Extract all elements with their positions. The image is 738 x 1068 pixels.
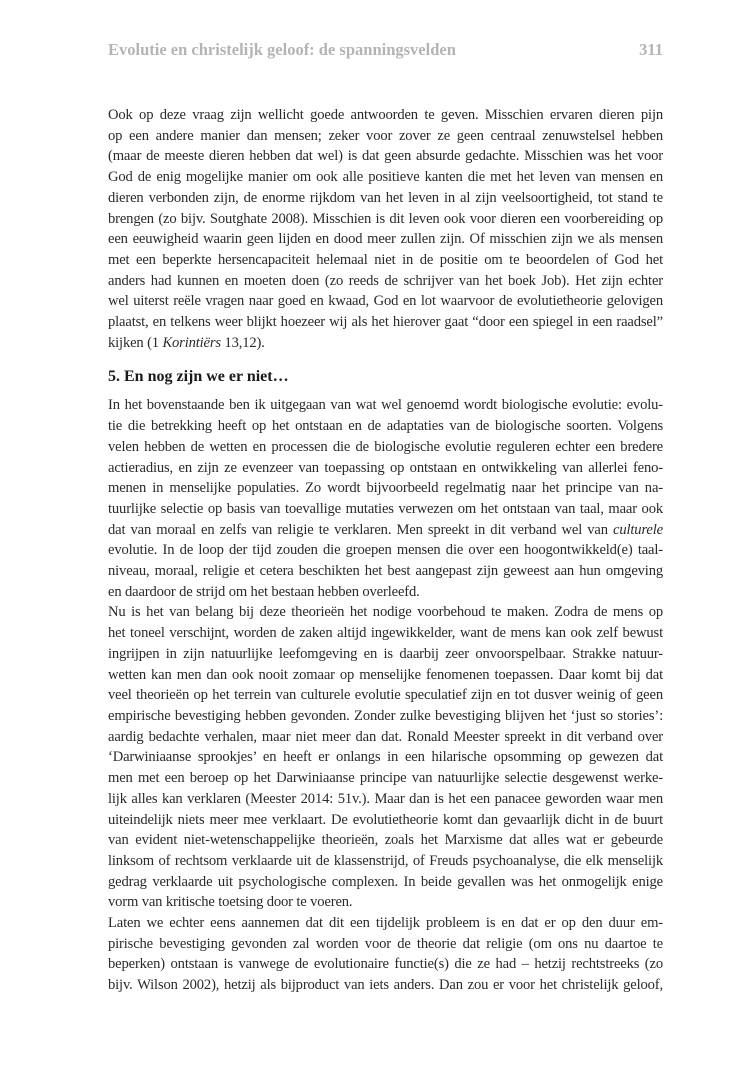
text-line: plaatst, en telkens weer blijkt hoezeer wij als het hierover gaat “door een spiegel in een raadsel” bbox=[108, 314, 663, 331]
text-line: met een beperkte hersencapaciteit helemaal niet in de positie om te beoordelen of God het bbox=[108, 251, 663, 268]
text-line: empirische bevestiging hebben gevonden. Zonder zulke bevestiging blijven het ‘just so stories’: bbox=[108, 707, 663, 724]
text-line: ‘Darwiniaanse sprookjes’ en heeft er onlangs in een hilarische opsomming op gewezen dat bbox=[108, 749, 663, 766]
text-line: God de enig mogelijke manier om ook alle positieve kanten die met het leven van mensen en bbox=[108, 169, 663, 186]
text-segment: dat van moraal en zelfs van religie te verklaren. Men spreekt in dit verband wel van bbox=[108, 521, 614, 538]
running-title: Evolutie en christelijk geloof: de spanningsvelden bbox=[108, 40, 456, 59]
text-line: ingrijpen in zijn natuurlijke leefomgeving en is daarbij zeer onvoorspelbaar. Strakke natuur- bbox=[108, 645, 663, 662]
text-line: anders had kunnen en moeten doen (zo reeds de schrijver van het boek Job). Het zijn echter bbox=[108, 272, 663, 289]
italic-text: Korintiërs bbox=[162, 334, 221, 351]
text-line: en daardoor de strijd om het bestaan hebben overleefd. bbox=[108, 583, 420, 600]
text-line: Ook op deze vraag zijn wellicht goede antwoorden te geven. Misschien ervaren dieren pijn bbox=[108, 107, 663, 123]
text-line bbox=[108, 520, 663, 541]
text-line: dieren verbonden zijn, de enorme rijkdom van het leven in al zijn veelsoortigheid, tot stand te bbox=[108, 189, 663, 206]
page-number: 311 bbox=[639, 40, 663, 59]
text-line: linksom of rechtsom verklaarde uit de klassenstrijd, of Freuds psychoanalyse, die elk menselijk bbox=[108, 852, 663, 869]
text-line: men met een beroep op het Darwiniaanse principe van natuurlijke selectie desgewenst werke- bbox=[108, 770, 663, 787]
text-line: evolutie. In de loop der tijd zouden die groepen mensen die over een hoogontwikkeld(e) taal- bbox=[108, 542, 663, 559]
text-line: (maar de meeste dieren hebben dat wel) is dat geen absurde gedachte. Misschien was het voor bbox=[108, 148, 663, 165]
section-heading: 5. En nog zijn we er niet… bbox=[108, 368, 289, 386]
text-line: pirische bevestiging gevonden zal worden voor de theorie dat religie (om ons nu daartoe te bbox=[108, 935, 663, 952]
text-line: lijk alles kan verklaren (Meester 2014: 51v.). Maar dan is het een panacee geworden waar men bbox=[108, 790, 663, 807]
text-line: vorm van kritische toetsing door te voeren. bbox=[108, 894, 353, 911]
text-line: In het bovenstaande ben ik uitgegaan van wat wel genoemd wordt biologische evolutie: evolu- bbox=[108, 397, 663, 414]
paragraph-4 bbox=[108, 913, 663, 996]
text-segment: 13,12). bbox=[220, 334, 265, 351]
text-line: tuurlijke selectie op basis van toevallige mutaties verwezen om het ontstaan van taal, maar ook bbox=[108, 500, 663, 517]
text-line: op een andere manier dan mensen; zeker voor zover ze geen centraal zenuwstelsel hebben bbox=[108, 127, 663, 144]
running-header bbox=[108, 40, 663, 60]
text-line: velen hebben de wetten en processen die de biologische evolutie reguleren echter een bredere bbox=[108, 438, 663, 455]
text-line bbox=[108, 333, 663, 354]
text-line: gedrag verklaarde uit psychologische complexen. In beide gevallen was het onmogelijk enige bbox=[108, 873, 663, 890]
text-line: van evident niet-wetenschappelijke theorieën, zoals het Marxisme dat alles wat er gebeurde bbox=[108, 832, 663, 849]
paragraph-2 bbox=[108, 395, 663, 602]
text-line: brengen (zo bijv. Soutghate 2008). Misschien is dit leven ook voor dieren een voorbereiding op bbox=[108, 210, 663, 227]
text-line: beperken) ontstaan is vanwege de evolutionaire functie(s) die ze had – hetzij rechtstreeks (zo bbox=[108, 956, 663, 973]
text-line: tie die betrekking heeft op het ontstaan en de adaptaties van de biologische soorten. Volgens bbox=[108, 418, 663, 435]
text-line: wetten kan men dan ook nooit zomaar op menselijke fenomenen toepassen. Daar komt bij dat bbox=[108, 666, 663, 683]
text-line: aardig bedachte verhalen, maar niet meer dan dat. Ronald Meester spreekt in dit verband over bbox=[108, 728, 663, 745]
text-line: veel theorieën op het terrein van culturele evolutie speculatief zijn en tot dusver weinig of geen bbox=[108, 687, 663, 704]
text-line: Nu is het van belang bij deze theorieën het nodige voorbehoud te maken. Zodra de mens op bbox=[108, 604, 663, 621]
italic-text: culturele bbox=[613, 521, 663, 538]
text-line: niveau, moraal, religie et cetera beschikten het best aangepast zijn geweest aan hun omgeving bbox=[108, 563, 663, 580]
text-segment: kijken (1 bbox=[108, 334, 163, 351]
text-line: bijv. Wilson 2002), hetzij als bijproduct van iets anders. Dan zou er voor het christelijk geloof, bbox=[108, 977, 663, 994]
text-line: Laten we echter eens aannemen dat dit een tijdelijk probleem is en dat er op den duur em- bbox=[108, 915, 663, 932]
paragraph-3 bbox=[108, 602, 663, 913]
text-line: menen in menselijke populaties. Zo wordt bijvoorbeeld regelmatig naar het principe van na- bbox=[108, 480, 663, 497]
text-line: uiteindelijk niets meer mee verklaart. De evolutietheorie komt dan gevaarlijk dicht in de buurt bbox=[108, 811, 663, 828]
paragraph-1 bbox=[108, 105, 663, 353]
text-line: een eeuwigheid waarin geen lijden en dood meer zullen zijn. Of misschien zijn we als mensen bbox=[108, 231, 663, 248]
text-line: het toneel verschijnt, worden de zaken altijd ingewikkelder, want de mens kan ook zelf bewust bbox=[108, 625, 663, 642]
text-line: actieradius, en zijn ze evenzeer van toepassing op ontstaan en ontwikkeling van allerlei feno- bbox=[108, 459, 663, 476]
text-line: wel uiterst reële vragen naar goed en kwaad, God en lot waarvoor de evolutietheorie gelovigen bbox=[108, 293, 663, 310]
